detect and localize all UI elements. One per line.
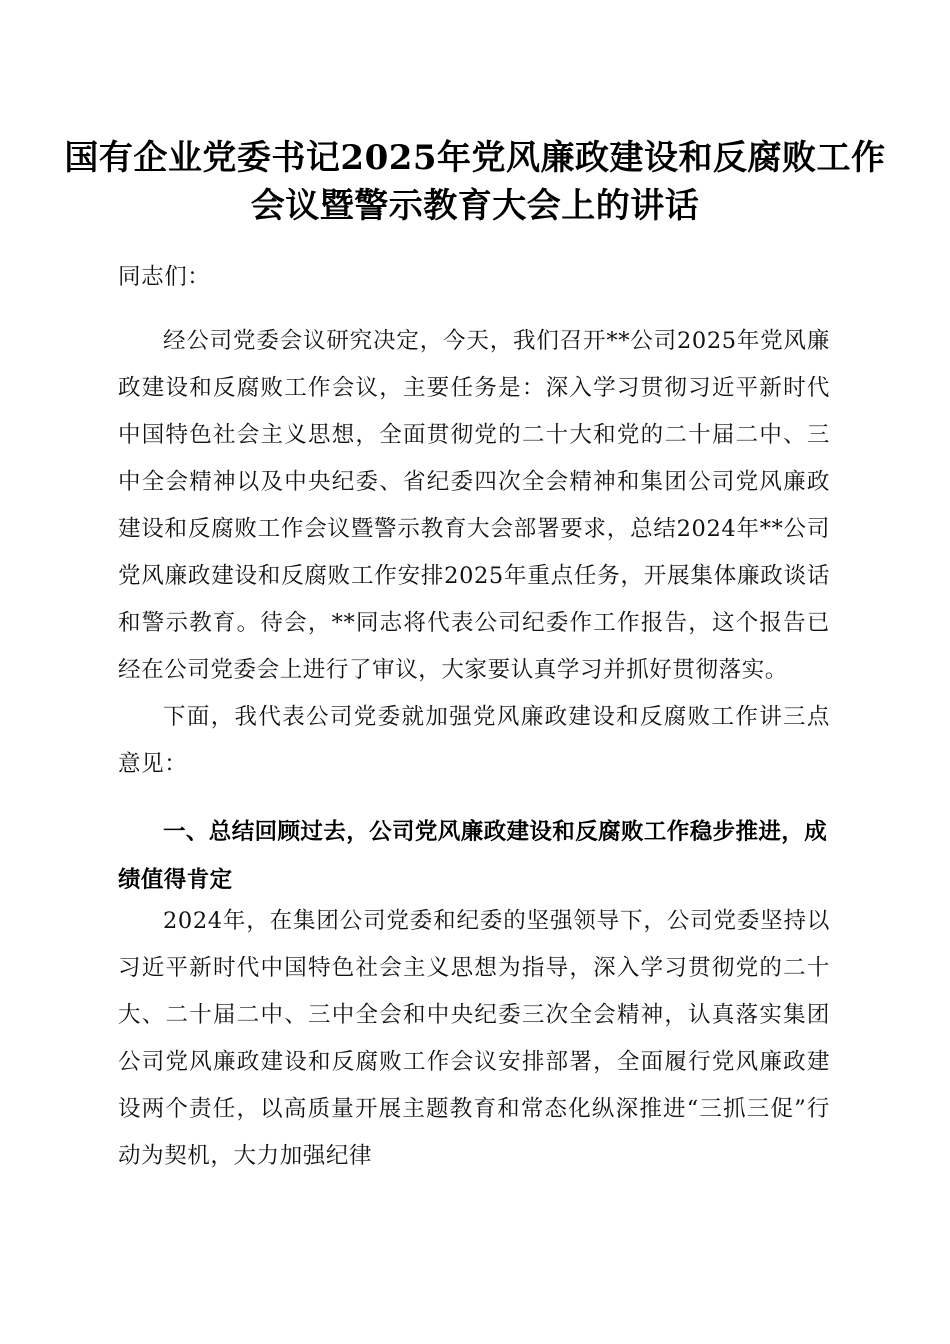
section-heading-1: 一、总结回顾过去，公司党风廉政建设和反腐败工作稳步推进，成绩值得肯定	[118, 819, 828, 893]
paragraph-intro: 经公司党委会议研究决定，今天，我们召开**公司2025年党风廉政建设和反腐败工作会议，主要任务是：深入学习贯彻习近平新时代中国特色社会主义思想，全面贯彻党的二十大和党的二十届二中、三中全会精神以及中央纪委、省纪委四次全会精神和集团公司党风廉政建设和反腐败工作会议暨警示教育大会部署要求，总结2024年**公司党风廉政建设和反腐败工作安排2025年重点任务，开展集体廉政谈话和警示教育。待会，**同志将代表公司纪委作工作报告，这个报告已经在公司党委会上进行了审议，大家要认真学习并抓好贯彻落实。	[118, 328, 830, 683]
document-title: 国有企业党委书记2025年党风廉政建设和反腐败工作会议暨警示教育大会上的讲话	[64, 138, 886, 226]
paragraph-review: 2024年，在集团公司党委和纪委的坚强领导下，公司党委坚持以习近平新时代中国特色社会主义思想为指导，深入学习贯彻党的二十大、二十届二中、三中全会和中央纪委三次全会精神，认真落实集团公司党风廉政建设和反腐败工作会议安排部署，全面履行党风廉政建设两个责任，以高质量开展主题教育和常态化纵深推进“三抓三促”行动为契机，大力加强纪律	[118, 908, 830, 1169]
paragraph-outline: 下面，我代表公司党委就加强党风廉政建设和反腐败工作讲三点意见：	[118, 704, 830, 777]
salutation: 同志们：	[118, 264, 211, 290]
